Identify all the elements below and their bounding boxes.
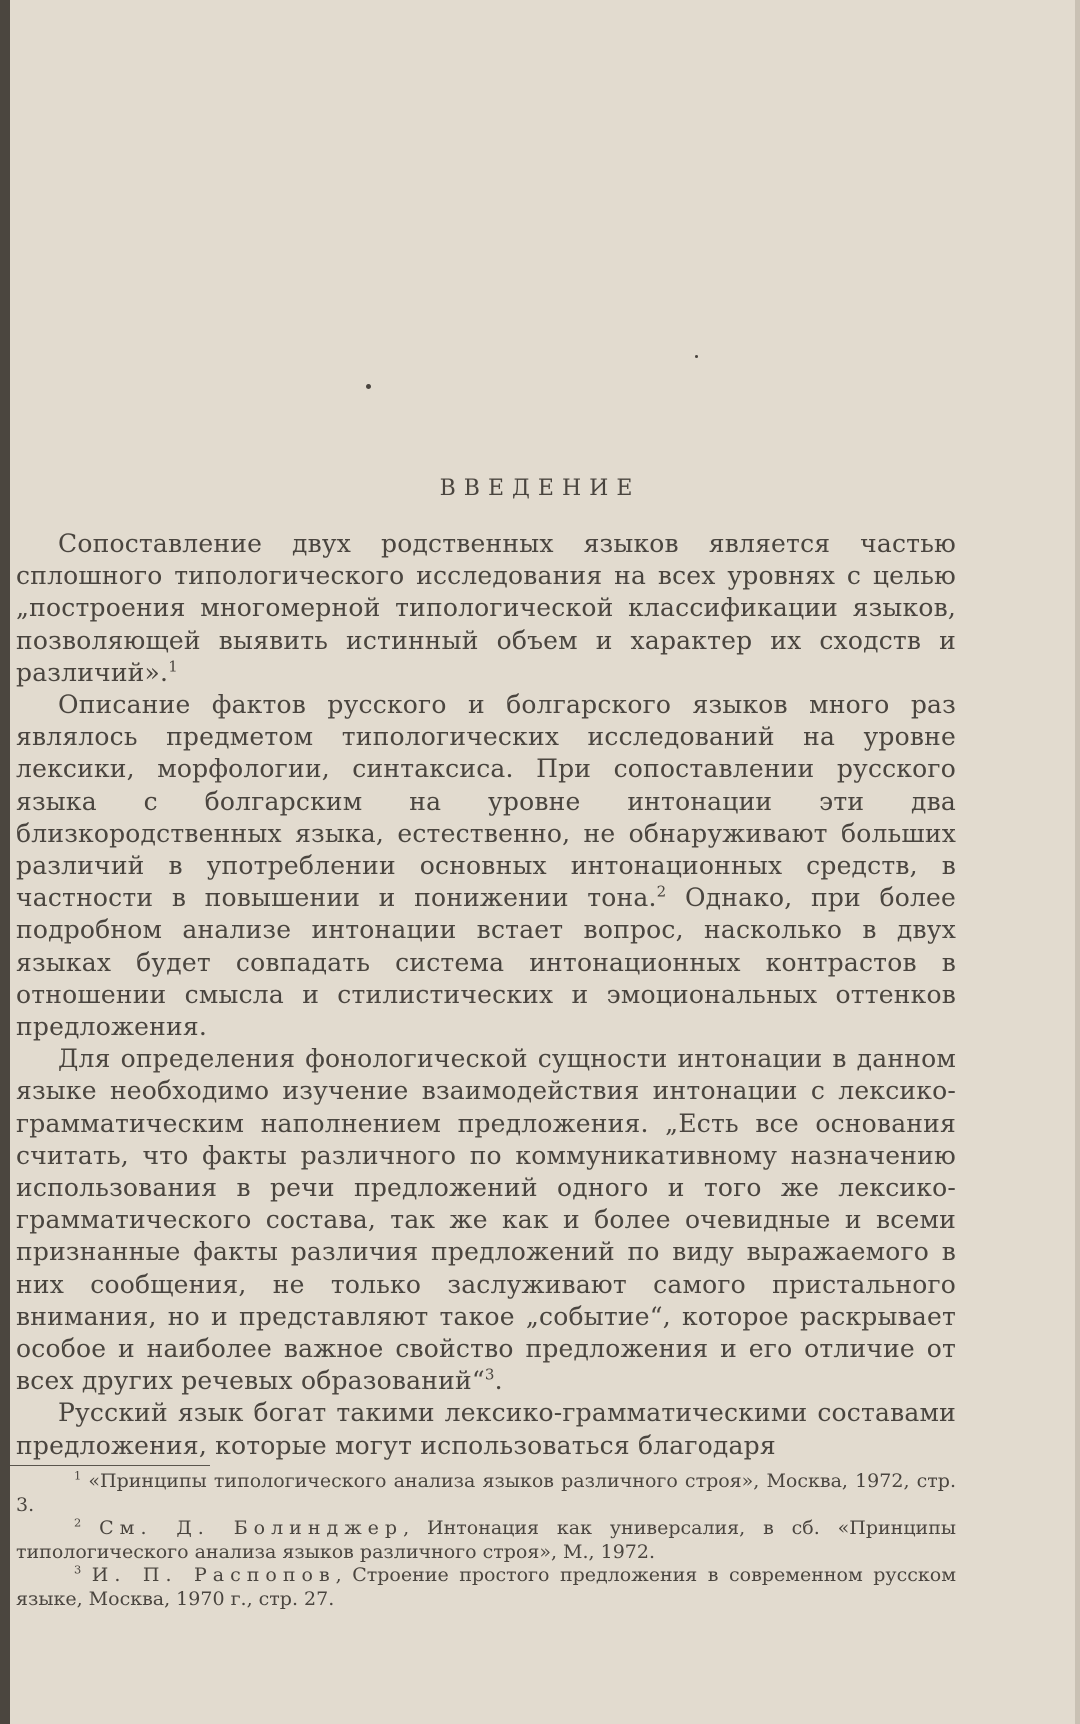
footnote [16, 1517, 956, 1564]
footnote-ref: 1 [168, 657, 178, 676]
paragraph-tail: Однако, при более подробном анализе интонации встает вопрос, насколько в двух языках будет совпадать система интонационных контрастов в отношении смысла и стилистических и эмоциональных оттенков предложения. [16, 883, 957, 1042]
footnote-number: 1 [74, 1468, 82, 1483]
footnote [16, 1470, 956, 1517]
body-text [16, 528, 956, 1462]
footnotes [16, 1470, 956, 1611]
paragraph [16, 1397, 956, 1461]
footnote-author: И. П. Распопов [91, 1564, 336, 1586]
paragraph [16, 528, 956, 689]
footnote-ref: 2 [656, 882, 667, 901]
paragraph-text: Для определения фонологической сущности интонации в данном языке необходимо изучение взаимодействия интонации с лексико-грамматическим наполнением предложения. „Есть все основания считать, что факты различного по коммуникативному назначению использования в речи предложений одного и того же лексико-грамматического состава, так же как и более очевидные и всеми признанные факты различия предложений по виду выражаемого в них сообщения, не только заслуживают самого пристального внимания, но и представляют такое „событие“, которое раскрывает особое и наиболее важное свойство предложения и его отличие от всех других речевых образований“ [16, 1044, 956, 1396]
footnote-author: См. Д. Болинджер [99, 1517, 404, 1539]
paragraph [16, 1043, 956, 1397]
footnote-text: , Интонация как универсалия, в сб. «Принципы типологического анализа языков различного строя», М., 1972. [16, 1517, 956, 1563]
footnote-ref: 3 [484, 1365, 495, 1384]
scan-speck [695, 355, 698, 358]
footnote-text: , Строение простого предложения в современном русском языке, Москва, 1970 г., стр. 27. [16, 1564, 956, 1610]
paragraph-text: Русский язык богат такими лексико-грамматическими составами предложения, которые могут использоваться благодаря [16, 1398, 956, 1460]
footnote-divider [10, 1465, 210, 1466]
footnote [16, 1564, 956, 1611]
footnote-text: «Принципы типологического анализа языков различного строя», Москва, 1972, стр. 3. [16, 1470, 956, 1516]
chapter-title: ВВЕДЕНИЕ [439, 476, 641, 501]
paragraph-text: Описание фактов русского и болгарского языков много раз являлось предметом типологических исследований на уровне лексики, морфологии, синтаксиса. При сопоставлении русского языка с болгарским на уровне интонации эти два близкородственных языка, естественно, не обнаруживают больших различий в употреблении основных интонационных средств, в частности в повышении и понижении тона. [16, 690, 956, 913]
paragraph [16, 689, 956, 1043]
paragraph-text: Сопоставление двух родственных языков является частью сплошного типологического исследования на всех уровнях с целью „построения многомерной типологической классификации языков, позволяющей выявить истинный объем и характер их сходств и различий». [16, 529, 956, 687]
scan-speck [366, 384, 371, 389]
page-edge [1075, 0, 1080, 1724]
binding-shadow [0, 0, 10, 1724]
footnote-number: 3 [74, 1562, 82, 1577]
footnote-number: 2 [74, 1515, 82, 1530]
paragraph-tail: . [494, 1366, 503, 1396]
